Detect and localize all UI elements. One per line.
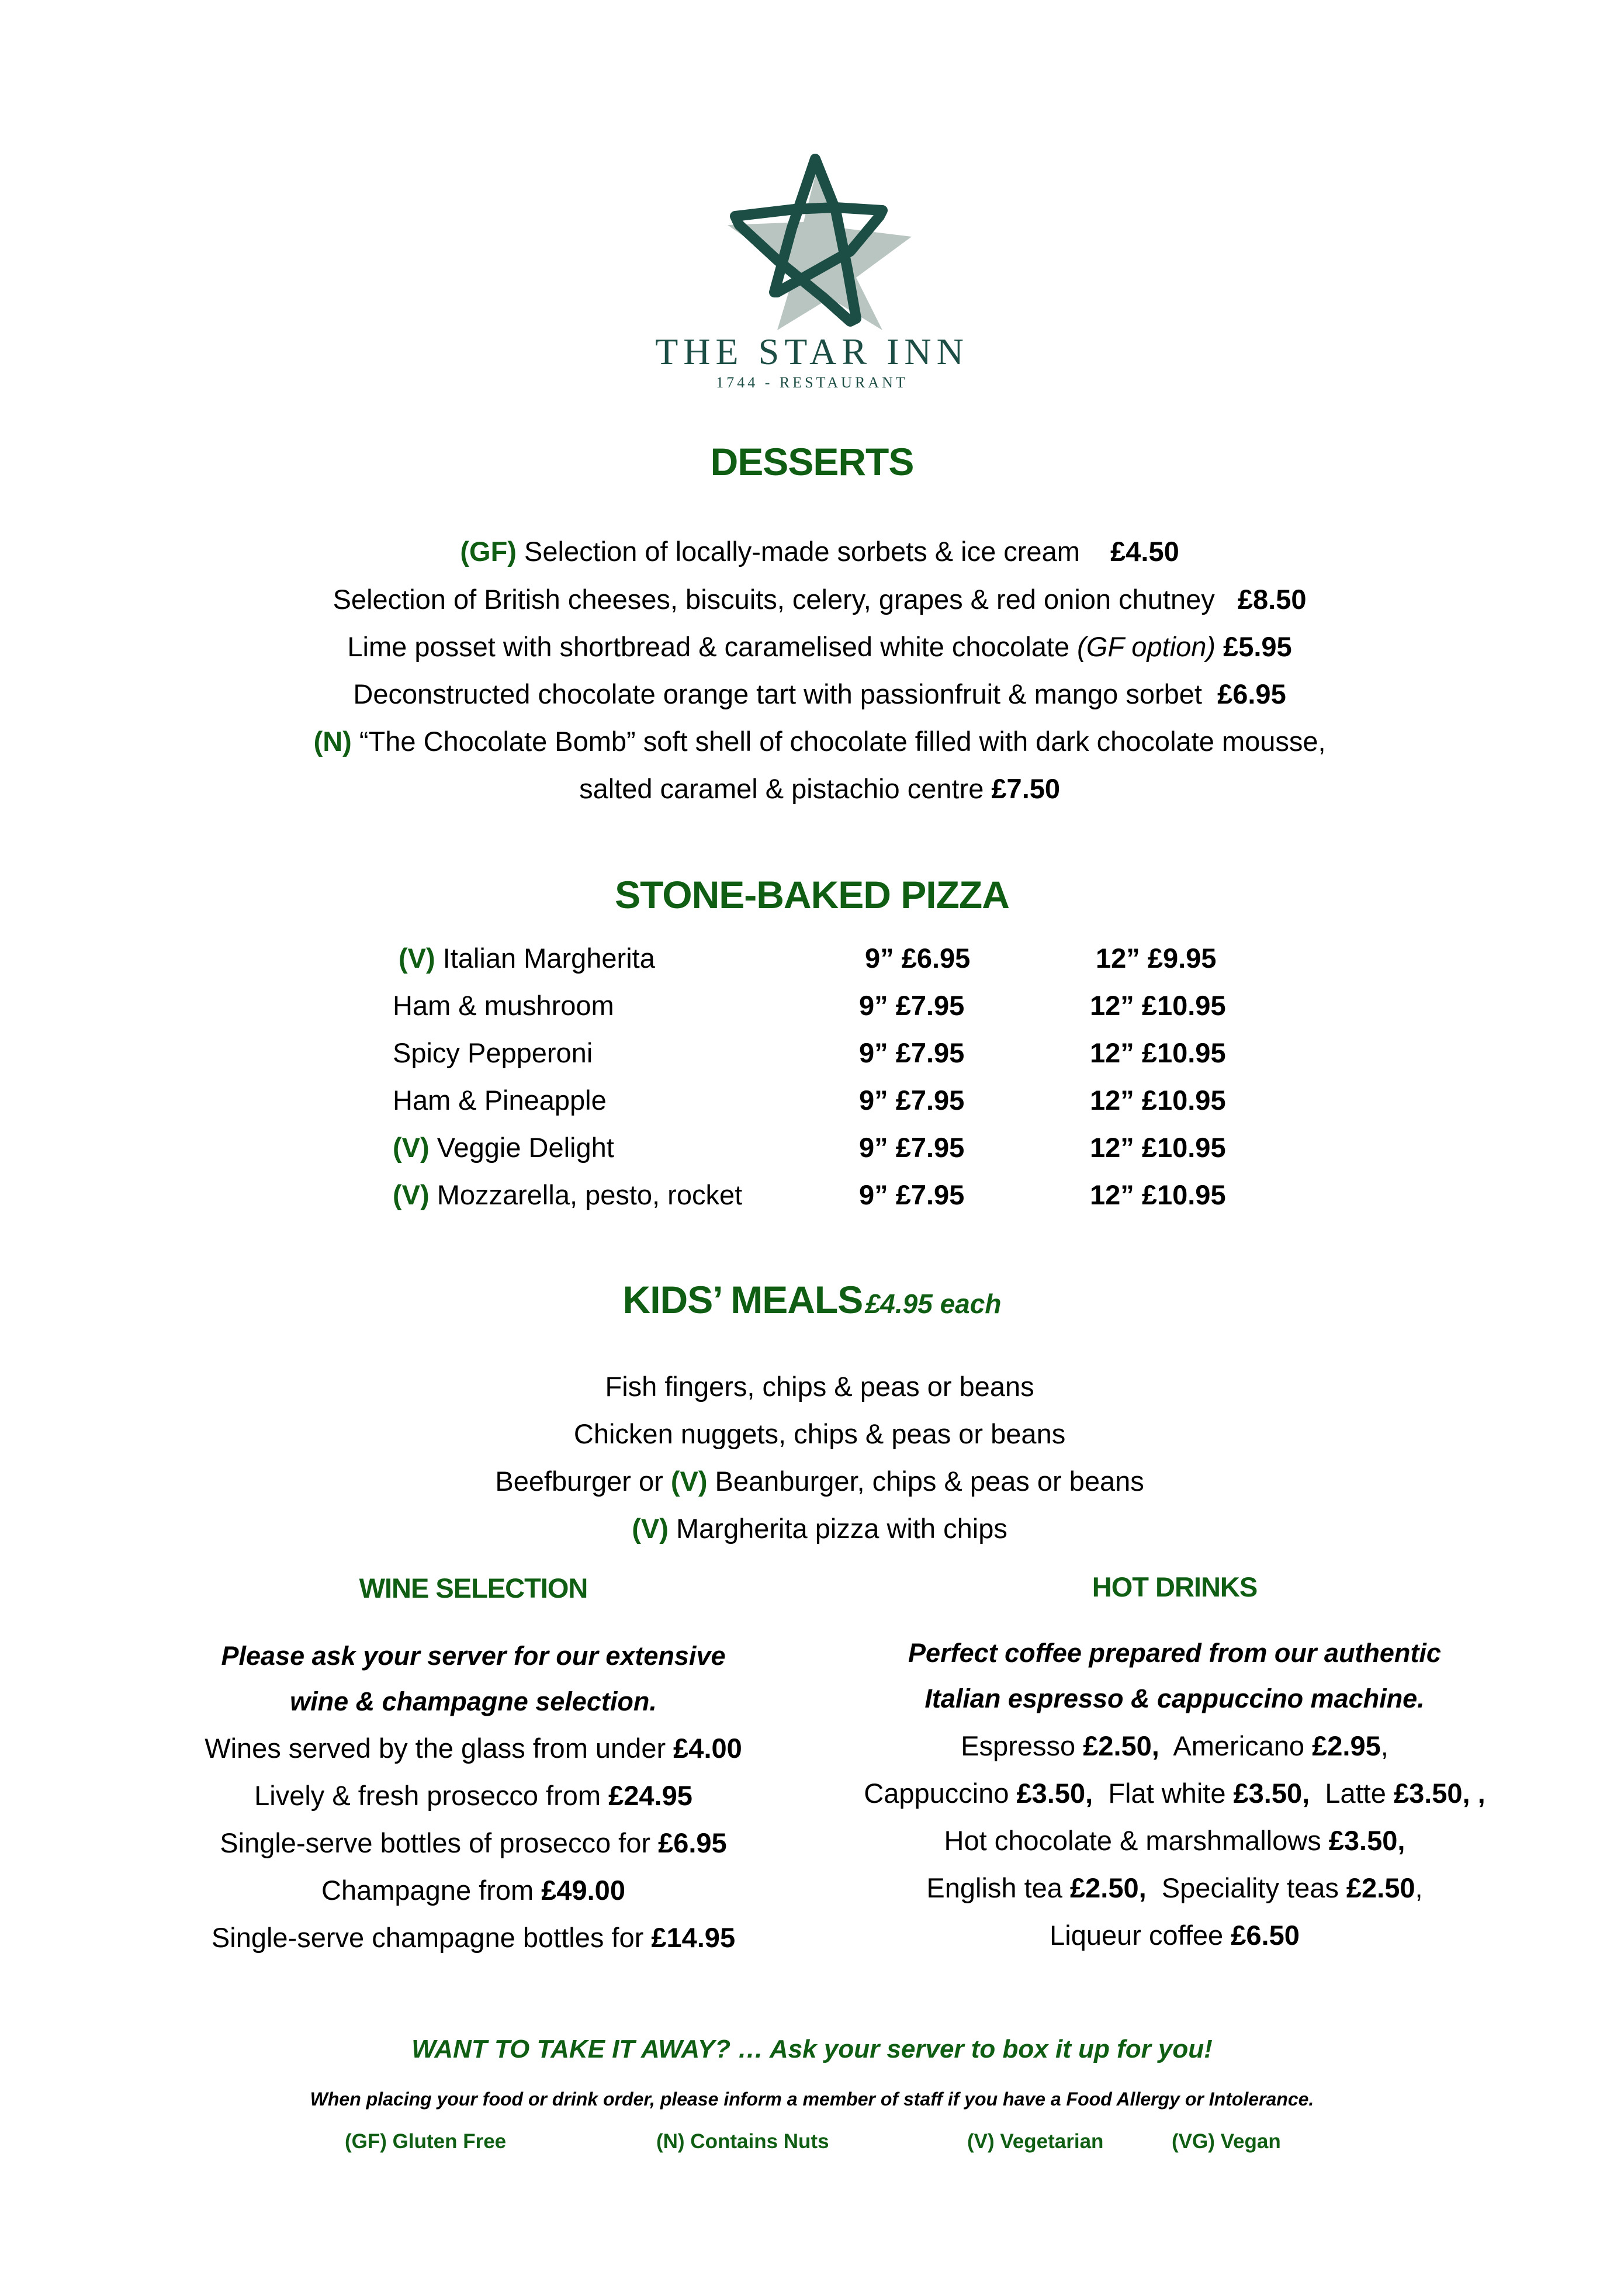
hot-drinks-intro: Italian espresso & cappuccino machine. xyxy=(924,1684,1425,1713)
drink-name: , xyxy=(1380,1730,1388,1761)
pizza-price-9: 9” £6.95 xyxy=(865,943,971,974)
drink-price: £2.50, xyxy=(1083,1730,1159,1761)
dessert-price: £7.50 xyxy=(991,773,1061,804)
hot-drinks-line xyxy=(818,1872,1531,1904)
vegetarian-tag: (V) xyxy=(393,1179,430,1210)
legend-vegetarian: (V) Vegetarian xyxy=(967,2130,1104,2153)
drink-price: £3.50, xyxy=(1233,1778,1310,1809)
pizza-name: Ham & mushroom xyxy=(393,990,614,1021)
dessert-desc: Selection of British cheeses, biscuits, celery, grapes & red onion chutney xyxy=(333,584,1238,615)
legend-contains-nuts: (N) Contains Nuts xyxy=(656,2130,829,2153)
dessert-desc: “The Chocolate Bomb” soft shell of chocolate filled with dark chocolate mousse, xyxy=(351,726,1326,757)
pizza-name: Ham & Pineapple xyxy=(393,1085,607,1116)
pizza-price-12: 12” £10.95 xyxy=(1090,1132,1226,1163)
legend-gluten-free: (GF) Gluten Free xyxy=(345,2130,507,2153)
drink-name: Latte xyxy=(1310,1778,1394,1809)
gluten-free-tag: (GF) xyxy=(460,536,517,567)
wine-item: Single-serve bottles of prosecco for £6.95 xyxy=(220,1827,727,1858)
wine-item: Lively & fresh prosecco from £24.95 xyxy=(254,1780,692,1811)
pizza-price-9: 9” £7.95 xyxy=(859,1037,965,1068)
pizza-row xyxy=(0,1037,1624,1072)
wine-item: Champagne from £49.00 xyxy=(321,1875,625,1906)
vegetarian-tag: (V) xyxy=(632,1513,669,1544)
dessert-item-continued xyxy=(0,747,1624,802)
pizza-name: (V) Italian Margherita xyxy=(399,943,655,974)
drink-price: £3.50, xyxy=(1328,1825,1405,1856)
pizza-price-12: 12” £10.95 xyxy=(1090,990,1226,1021)
wine-item: Single-serve champagne bottles for £14.95 xyxy=(211,1922,736,1953)
dessert-price: £5.95 xyxy=(1216,631,1292,662)
hot-drinks-line xyxy=(818,1777,1531,1809)
kids-item: (V) Margherita pizza with chips xyxy=(632,1513,1007,1544)
logo-subtitle: 1744 - RESTAURANT xyxy=(716,374,908,391)
nuts-tag: (N) xyxy=(313,726,352,757)
pizza-name: (V) Mozzarella, pesto, rocket xyxy=(393,1179,743,1210)
drink-name: Speciality teas xyxy=(1146,1872,1346,1903)
pizza-price-12: 12” £10.95 xyxy=(1090,1179,1226,1210)
legend-vegan: (VG) Vegan xyxy=(1172,2130,1281,2153)
hot-drinks-line xyxy=(818,1730,1531,1762)
drink-price: £6.50 xyxy=(1231,1920,1300,1951)
allergy-note: When placing your food or drink order, please inform a member of staff if you have a Food Allergy or Intolerance. xyxy=(310,2089,1314,2110)
drink-price: £2.50, xyxy=(1070,1872,1147,1903)
hot-drinks-intro: Perfect coffee prepared from our authentic xyxy=(908,1638,1441,1668)
dessert-price: £8.50 xyxy=(1237,584,1307,615)
vegetarian-tag: (V) xyxy=(670,1466,708,1497)
dessert-desc: Deconstructed chocolate orange tart with passionfruit & mango sorbet xyxy=(353,678,1218,709)
drink-name: Hot chocolate & marshmallows xyxy=(944,1825,1329,1856)
dessert-price: £4.50 xyxy=(1110,536,1179,567)
drink-name: , xyxy=(1415,1872,1423,1903)
pizza-price-9: 9” £7.95 xyxy=(859,1179,965,1210)
dessert-item xyxy=(0,605,1624,660)
logo-title: THE STAR INN xyxy=(655,331,969,372)
dessert-item xyxy=(0,653,1624,708)
desserts-heading: DESSERTS xyxy=(710,440,914,483)
kids-price-note: £4.95 each xyxy=(865,1289,1002,1319)
dessert-item xyxy=(0,558,1624,613)
dessert-item xyxy=(0,700,1624,755)
dessert-note: (GF option) xyxy=(1077,631,1216,662)
hot-drinks-heading: HOT DRINKS xyxy=(1092,1571,1258,1602)
hot-drinks-line xyxy=(818,1919,1531,1951)
kids-item: Beefburger or (V) Beanburger, chips & peas or beans xyxy=(495,1466,1144,1497)
vegetarian-tag: (V) xyxy=(393,1132,430,1163)
pizza-row xyxy=(0,942,1624,977)
star-logo-icon xyxy=(690,152,1017,339)
drink-name: Cappuccino xyxy=(864,1778,1017,1809)
drink-name: Flat white xyxy=(1093,1778,1234,1809)
hot-drinks-line xyxy=(818,1824,1531,1857)
pizza-price-9: 9” £7.95 xyxy=(859,1085,965,1116)
drink-name: Americano xyxy=(1159,1730,1313,1761)
pizza-price-12: 12” £10.95 xyxy=(1090,1037,1226,1068)
pizza-price-12: 12” £10.95 xyxy=(1090,1085,1226,1116)
drink-price: £2.95 xyxy=(1312,1730,1381,1761)
kids-item: Fish fingers, chips & peas or beans xyxy=(605,1371,1034,1402)
vegetarian-tag: (V) xyxy=(399,943,435,974)
kids-heading: KIDS’ MEALS £4.95 each xyxy=(622,1278,1002,1321)
pizza-price-9: 9” £7.95 xyxy=(859,990,965,1021)
wine-item: Wines served by the glass from under £4.00 xyxy=(205,1733,742,1764)
takeaway-note: WANT TO TAKE IT AWAY? … Ask your server to box it up for you! xyxy=(411,2035,1213,2063)
wine-intro: wine & champagne selection. xyxy=(290,1686,657,1716)
dessert-item xyxy=(0,510,1624,565)
pizza-row xyxy=(0,1179,1624,1214)
drink-name: Espresso xyxy=(961,1730,1083,1761)
pizza-row xyxy=(0,1131,1624,1166)
pizza-price-12: 12” £9.95 xyxy=(1096,943,1217,974)
drink-name: English tea xyxy=(926,1872,1070,1903)
hot-drinks-section xyxy=(818,1571,1531,1980)
pizza-name: (V) Veggie Delight xyxy=(393,1132,614,1163)
kids-item: Chicken nuggets, chips & peas or beans xyxy=(573,1418,1066,1449)
wine-intro: Please ask your server for our extensive xyxy=(221,1641,726,1671)
dessert-desc: Lime posset with shortbread & caramelised white chocolate xyxy=(347,631,1078,662)
drink-price: £2.50 xyxy=(1346,1872,1415,1903)
pizza-row xyxy=(0,989,1624,1024)
dessert-desc: Selection of locally-made sorbets & ice cream xyxy=(516,536,1111,567)
wine-heading: WINE SELECTION xyxy=(359,1573,588,1604)
pizza-row xyxy=(0,1084,1624,1119)
pizza-price-9: 9” £7.95 xyxy=(859,1132,965,1163)
drink-price: £3.50, xyxy=(1016,1778,1093,1809)
dessert-price: £6.95 xyxy=(1217,678,1286,709)
drink-name: Liqueur coffee xyxy=(1050,1920,1231,1951)
pizza-name: Spicy Pepperoni xyxy=(393,1037,593,1068)
drink-price: £3.50, , xyxy=(1393,1778,1486,1809)
dessert-desc: salted caramel & pistachio centre xyxy=(579,773,992,804)
wine-section xyxy=(146,1572,801,1981)
pizza-heading: STONE-BAKED PIZZA xyxy=(615,873,1009,916)
